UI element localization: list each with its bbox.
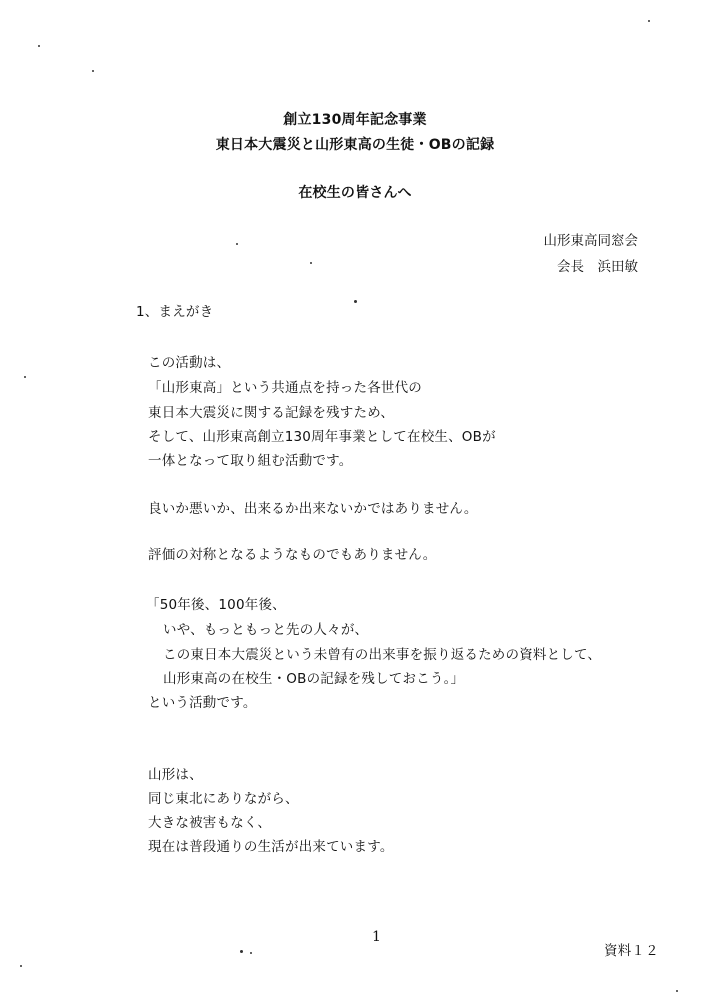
- subtitle: 在校生の皆さんへ: [298, 185, 412, 201]
- para1-line: 東日本大震災に関する記録を残すため、: [148, 405, 395, 421]
- para1-line: 一体となって取り組む活動です。: [148, 453, 353, 469]
- scan-speck: [354, 300, 357, 303]
- quote-line: 「50年後、100年後、: [146, 597, 286, 613]
- para1-line: この活動は、: [148, 355, 231, 371]
- para2-line: 良いか悪いか、出来るか出来ないかではありません。: [148, 501, 478, 517]
- title-line-2: 東日本大震災と山形東高の生徒・OBの記録: [215, 137, 495, 153]
- quote-line: という活動です。: [148, 695, 257, 711]
- scan-speck: [236, 243, 238, 245]
- title-line-1: 創立130周年記念事業: [283, 112, 427, 128]
- scan-speck: [250, 952, 252, 954]
- scan-speck: [92, 70, 94, 72]
- para4-line: 現在は普段通りの生活が出来ています。: [148, 839, 394, 855]
- author-organization: 山形東高同窓会: [543, 233, 638, 249]
- page-number: 1: [372, 929, 382, 945]
- section-heading: 1、まえがき: [136, 304, 214, 320]
- quote-line: この東日本大震災という未曾有の出来事を振り返るための資料として、: [163, 647, 602, 663]
- para3-line: 評価の対称となるようなものでもありません。: [148, 547, 437, 563]
- scan-speck: [20, 965, 22, 967]
- quote-line: いや、もっともっと先の人々が、: [163, 622, 369, 638]
- para1-line: 「山形東高」という共通点を持った各世代の: [148, 380, 422, 396]
- para4-line: 大きな被害もなく、: [148, 815, 272, 831]
- scan-speck: [240, 950, 243, 953]
- quote-line: 山形東高の在校生・OBの記録を残しておこう。」: [163, 671, 465, 687]
- author-role-name: 会長 浜田敏: [557, 259, 638, 275]
- scan-speck: [24, 376, 26, 378]
- scan-speck: [648, 20, 650, 22]
- para1-line: そして、山形東高創立130周年事業として在校生、OBが: [148, 429, 496, 445]
- para4-line: 山形は、: [148, 767, 203, 783]
- para4-line: 同じ東北にありながら、: [148, 791, 299, 807]
- scan-speck: [310, 262, 312, 264]
- document-label: 資料１２: [604, 943, 659, 959]
- scan-speck: [676, 990, 678, 992]
- scan-speck: [38, 45, 40, 47]
